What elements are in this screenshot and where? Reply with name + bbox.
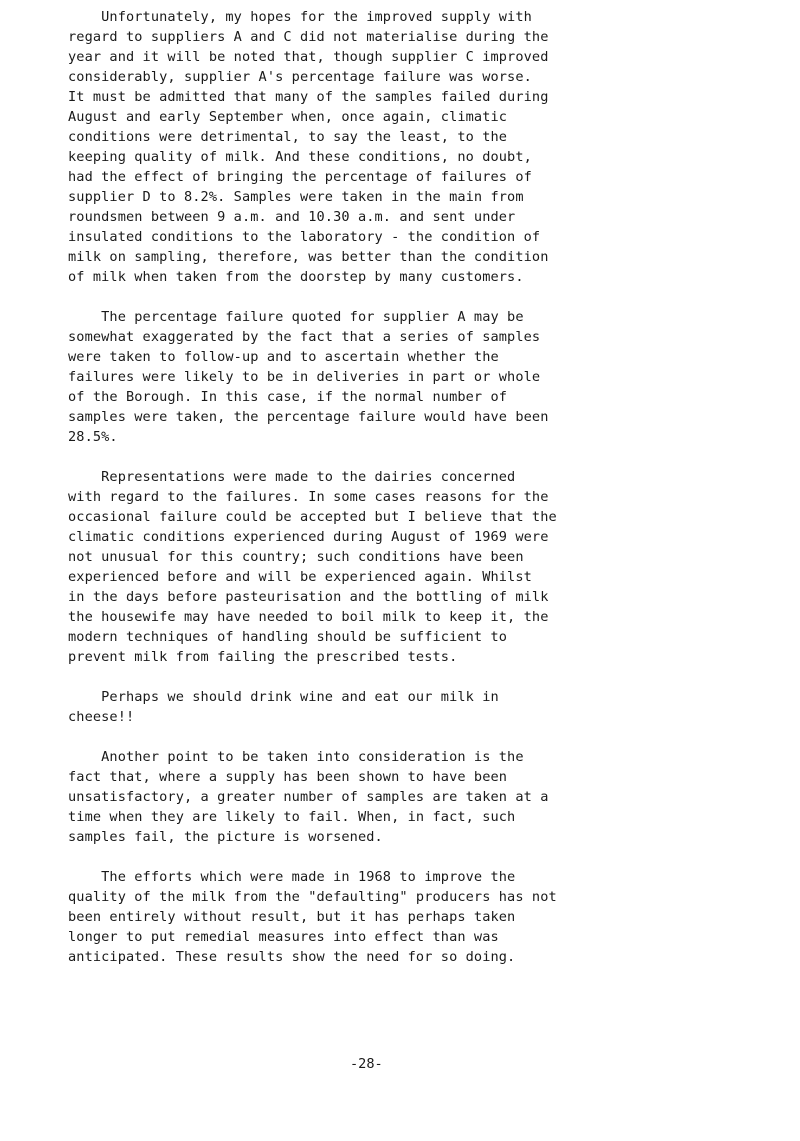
text-line: Unfortunately, my hopes for the improved supply with [68,9,532,25]
text-line: cheese!! [68,709,135,725]
text-line: of milk when taken from the doorstep by many customers. [68,269,524,285]
text-line: prevent milk from failing the prescribed tests. [68,649,458,665]
text-line: been entirely without result, but it has perhaps taken [68,909,516,925]
text-line: supplier D to 8.2%. Samples were taken in the main from [68,189,524,205]
text-line: of the Borough. In this case, if the normal number of [68,389,508,405]
text-line: the housewife may have needed to boil milk to keep it, the [68,609,549,625]
text-line: time when they are likely to fail. When, in fact, such [68,809,516,825]
text-line: samples fail, the picture is worsened. [68,829,383,845]
text-line: quality of the milk from the "defaulting" producers has not [68,889,557,905]
text-line: occasional failure could be accepted but I believe that the [68,509,557,525]
text-line: keeping quality of milk. And these conditions, no doubt, [68,149,532,165]
text-line: year and it will be noted that, though supplier C improved [68,49,549,65]
text-line: The efforts which were made in 1968 to improve the [68,869,516,885]
text-line: were taken to follow-up and to ascertain whether the [68,349,499,365]
report-page [68,0,768,1141]
text-line: somewhat exaggerated by the fact that a series of samples [68,329,541,345]
text-line: modern techniques of handling should be sufficient to [68,629,508,645]
text-line: fact that, where a supply has been shown to have been [68,769,508,785]
text-line: roundsmen between 9 a.m. and 10.30 a.m. and sent under [68,209,516,225]
text-line: in the days before pasteurisation and the bottling of milk [68,589,549,605]
text-line: August and early September when, once again, climatic [68,109,508,125]
text-line: regard to suppliers A and C did not materialise during the [68,29,549,45]
text-line: unsatisfactory, a greater number of samples are taken at a [68,789,549,805]
text-line: failures were likely to be in deliveries in part or whole [68,369,541,385]
text-line: climatic conditions experienced during August of 1969 were [68,529,549,545]
text-line: longer to put remedial measures into effect than was [68,929,499,945]
text-line: conditions were detrimental, to say the least, to the [68,129,508,145]
text-line: considerably, supplier A's percentage failure was worse. [68,69,532,85]
text-line: had the effect of bringing the percentage of failures of [68,169,532,185]
text-line: Perhaps we should drink wine and eat our milk in [68,689,499,705]
text-line: with regard to the failures. In some cases reasons for the [68,489,549,505]
text-line: insulated conditions to the laboratory - the condition of [68,229,541,245]
text-line: anticipated. These results show the need for so doing. [68,949,516,965]
text-line: Another point to be taken into consideration is the [68,749,524,765]
text-line: experienced before and will be experienced again. Whilst [68,569,532,585]
text-line: samples were taken, the percentage failure would have been [68,409,549,425]
page-number: -28- [350,1056,383,1072]
text-line: not unusual for this country; such conditions have been [68,549,524,565]
text-line: milk on sampling, therefore, was better than the condition [68,249,549,265]
text-line: Representations were made to the dairies concerned [68,469,516,485]
text-line: It must be admitted that many of the samples failed during [68,89,549,105]
text-line: The percentage failure quoted for supplier A may be [68,309,524,325]
text-line: 28.5%. [68,429,118,445]
